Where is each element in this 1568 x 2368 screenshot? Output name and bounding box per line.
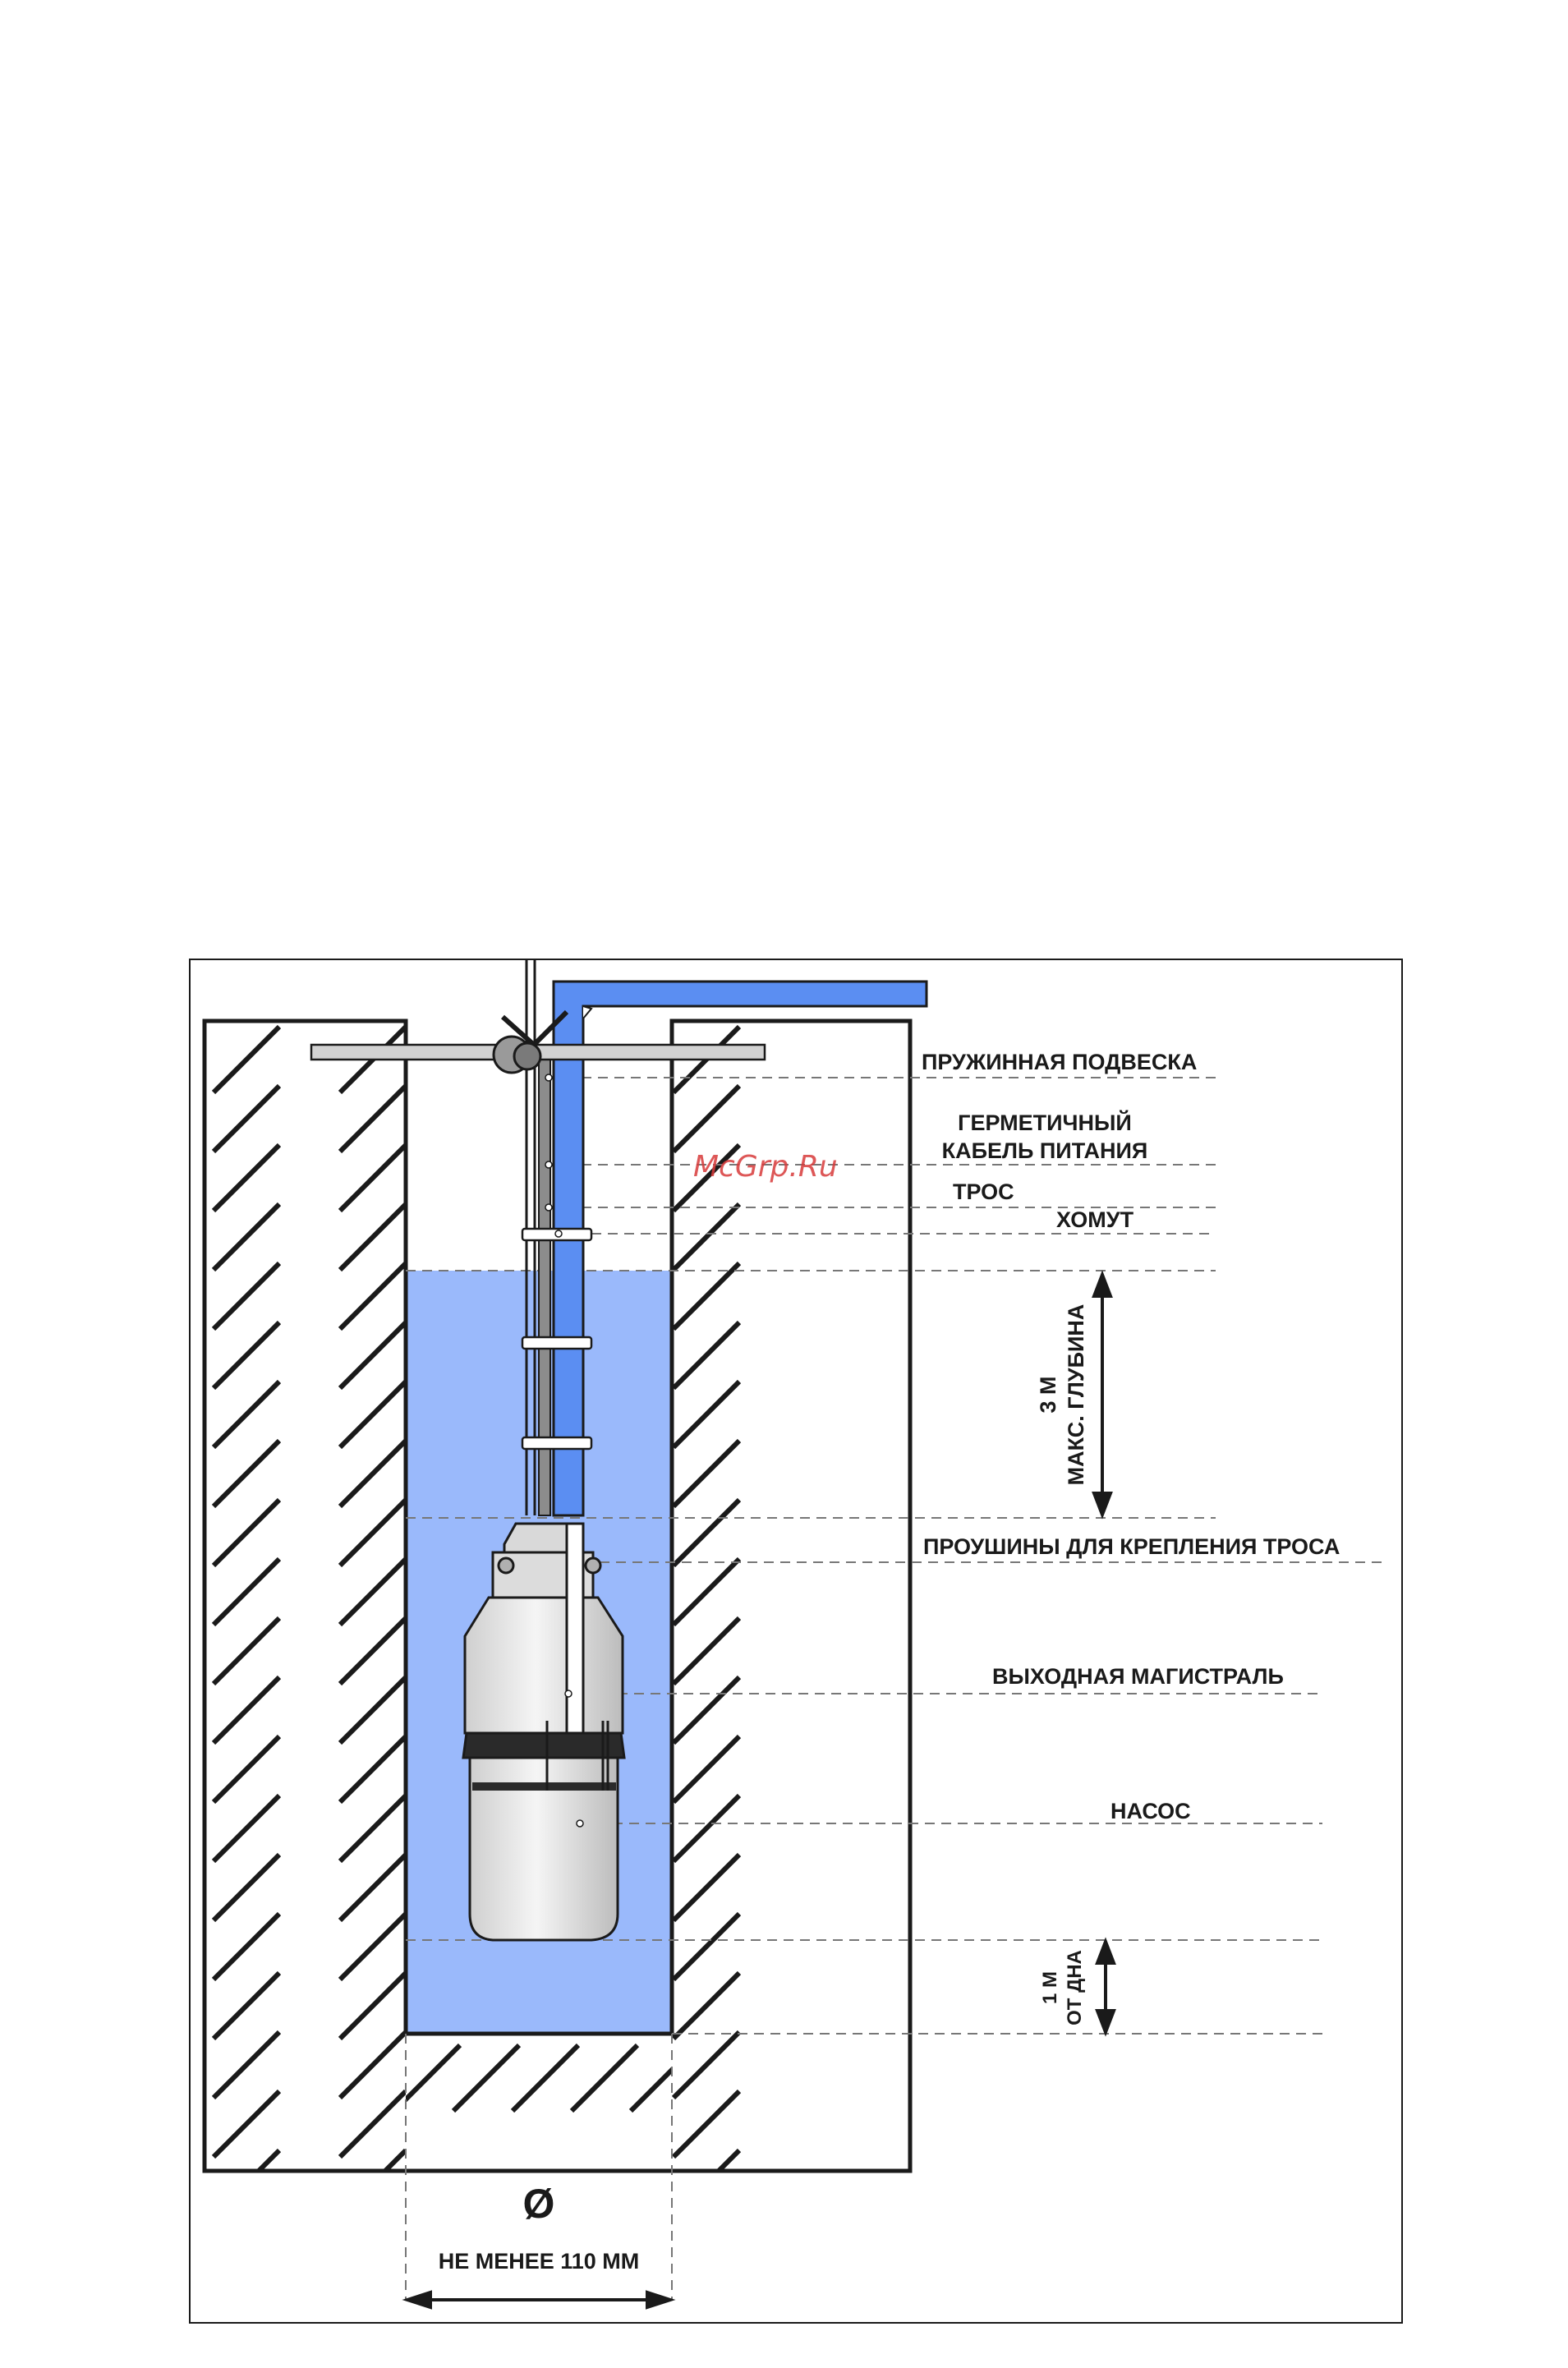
- hatch-line: [340, 1441, 406, 1506]
- hatch-line: [214, 1796, 279, 1861]
- hatch-line: [340, 1559, 406, 1625]
- hatch-line: [453, 2045, 519, 2111]
- hatch-line: [214, 1441, 279, 1506]
- label-clamp: ХОМУТ: [1056, 1207, 1134, 1232]
- hatch-line: [214, 1559, 279, 1625]
- hatch-line: [631, 2045, 697, 2111]
- watermark: McGrp.Ru: [693, 1150, 838, 1184]
- hatch-line: [674, 1086, 739, 1152]
- label-depth-line1: 3 М: [1036, 1376, 1060, 1414]
- hatch-line: [674, 1441, 739, 1506]
- hatch-line: [340, 1500, 406, 1566]
- hatch-line: [674, 1322, 739, 1388]
- ground-hatching-bottom: [394, 2045, 697, 2111]
- hatch-line: [214, 1855, 279, 1920]
- hatch-line: [214, 1204, 279, 1270]
- hatch-line: [214, 1914, 279, 1979]
- hatch-line: [340, 2091, 406, 2157]
- hatch-line: [214, 1263, 279, 1329]
- label-pump: НАСОС: [1110, 1799, 1191, 1823]
- hatch-line: [674, 1263, 739, 1329]
- hatch-line: [214, 1382, 279, 1447]
- label-rope: ТРОС: [953, 1179, 1014, 1204]
- label-diameter-symbol: Ø: [522, 2181, 555, 2227]
- hatch-line: [340, 1322, 406, 1388]
- label-bottom: [1039, 1950, 1086, 2025]
- hatch-line: [340, 1973, 406, 2039]
- hatch-line: [572, 2045, 637, 2111]
- hatch-line: [214, 1145, 279, 1211]
- hatch-line: [674, 1618, 739, 1684]
- hatch-line: [674, 1736, 739, 1802]
- hatch-line: [674, 1973, 739, 2039]
- hatch-line: [214, 2209, 279, 2275]
- hatch-line: [214, 1027, 279, 1092]
- hatch-line: [340, 1855, 406, 1920]
- hatch-line: [214, 1618, 279, 1684]
- hatch-line: [674, 2091, 739, 2157]
- hatch-line: [214, 1322, 279, 1388]
- label-cable-line1: ГЕРМЕТИЧНЫЙ: [958, 1110, 1132, 1135]
- hatch-line: [674, 2209, 739, 2275]
- hatch-line: [214, 1973, 279, 2039]
- bottom-distance-arrow: [1097, 1942, 1114, 2032]
- hatch-line: [214, 1086, 279, 1152]
- hatch-line: [340, 1382, 406, 1447]
- hatch-line: [674, 1204, 739, 1270]
- pipe-elbow: [583, 1006, 591, 1018]
- hatch-line: [340, 1914, 406, 1979]
- hatch-line: [340, 1677, 406, 1743]
- hatch-line: [340, 1736, 406, 1802]
- label-outlet: ВЫХОДНАЯ МАГИСТРАЛЬ: [992, 1664, 1284, 1689]
- hatch-line: [513, 2045, 578, 2111]
- hatch-line: [214, 1736, 279, 1802]
- hatch-line: [394, 2045, 460, 2111]
- hatch-line: [340, 1618, 406, 1684]
- hatch-line: [340, 1204, 406, 1270]
- hatch-line: [340, 2032, 406, 2098]
- label-cable-line2: КАБЕЛЬ ПИТАНИЯ: [941, 1138, 1148, 1163]
- hatch-line: [674, 1559, 739, 1625]
- hatch-line: [214, 2091, 279, 2157]
- hatch-line: [674, 1500, 739, 1566]
- hatch-line: [340, 2150, 406, 2216]
- hatch-line: [674, 2150, 739, 2216]
- hatch-line: [214, 2032, 279, 2098]
- diameter-arrow: [407, 2292, 670, 2307]
- depth-arrow: [1094, 1275, 1110, 1515]
- hatch-line: [340, 1086, 406, 1152]
- hatch-line: [340, 2209, 406, 2275]
- hatch-line: [674, 1914, 739, 1979]
- hatch-line: [674, 1382, 739, 1447]
- hatch-line: [340, 1796, 406, 1861]
- label-bottom-line2: ОТ ДНА: [1064, 1950, 1086, 2025]
- hatch-line: [214, 1677, 279, 1743]
- hatch-line: [674, 1677, 739, 1743]
- hatch-line: [674, 1855, 739, 1920]
- hatch-line: [674, 1796, 739, 1861]
- ground-hatching-right: [674, 1027, 739, 2275]
- hatch-line: [340, 1145, 406, 1211]
- hatch-line: [340, 1263, 406, 1329]
- label-diameter-text: НЕ МЕНЕЕ 110 ММ: [438, 2249, 640, 2274]
- label-depth: [1036, 1304, 1088, 1486]
- hatch-line: [214, 2150, 279, 2216]
- hatch-line: [674, 2032, 739, 2098]
- label-eyelets: ПРОУШИНЫ ДЛЯ КРЕПЛЕНИЯ ТРОСА: [923, 1534, 1340, 1559]
- label-bottom-line1: 1 М: [1039, 1970, 1061, 2005]
- label-depth-line2: МАКС. ГЛУБИНА: [1064, 1304, 1088, 1486]
- ground-hatching-left: [214, 1027, 406, 2275]
- label-spring-hanger: ПРУЖИННАЯ ПОДВЕСКА: [922, 1050, 1198, 1074]
- hatch-line: [214, 1500, 279, 1566]
